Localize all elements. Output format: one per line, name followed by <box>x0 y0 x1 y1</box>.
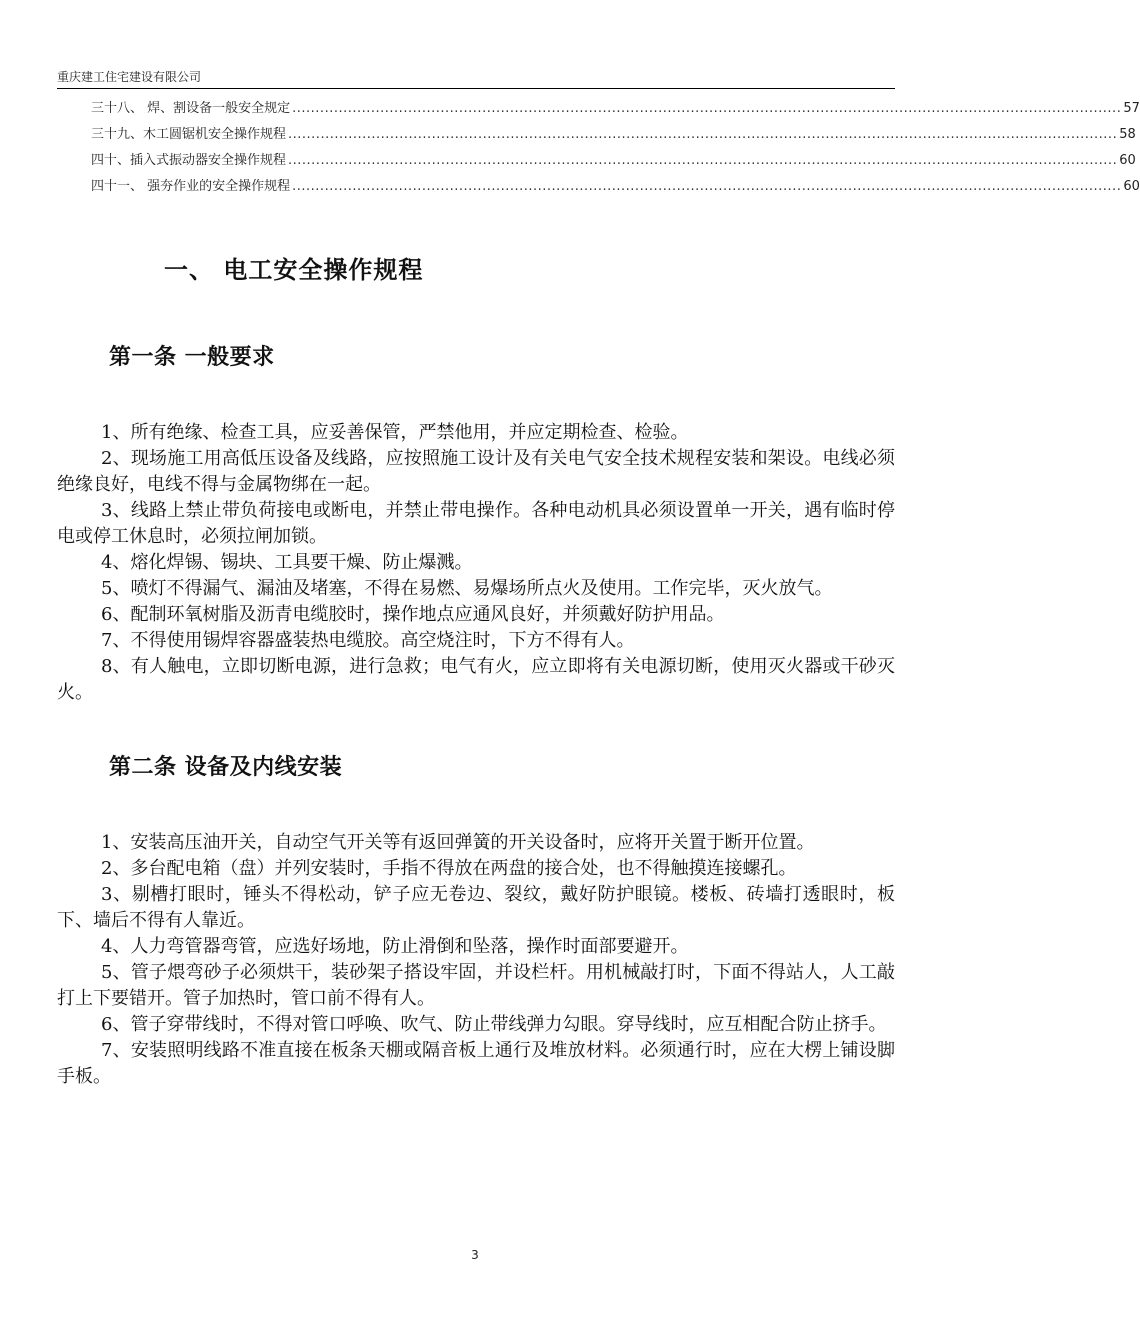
page-header <box>57 68 895 89</box>
section-body <box>57 420 895 706</box>
paragraph: 3、线路上禁止带负荷接电或断电，并禁止带电操作。各种电动机具必须设置单一开关，遇有临时停电或停工休息时，必须拉闸加锁。 <box>57 500 895 547</box>
toc-entry[interactable] <box>91 148 1136 174</box>
toc-entry-page: 57 <box>1123 101 1140 116</box>
paragraph: 3、剔槽打眼时，锤头不得松动，铲子应无卷边、裂纹，戴好防护眼镜。楼板、砖墙打透眼时，板下、墙后不得有人靠近。 <box>57 884 895 931</box>
paragraph: 4、熔化焊锡、锡块、工具要干燥、防止爆溅。 <box>101 552 473 573</box>
paragraph: 7、安装照明线路不准直接在板条天棚或隔音板上通行及堆放材料。必须通行时，应在大楞上铺设脚手板。 <box>57 1040 895 1087</box>
chapter-title: 一、 电工安全操作规程 <box>164 256 424 284</box>
toc-leader-dots: ................................................................................................................................................................................... <box>292 101 1122 116</box>
company-name: 重庆建工住宅建设有限公司 <box>57 70 202 84</box>
page-number: 3 <box>471 1248 479 1262</box>
paragraph: 4、人力弯管器弯管，应选好场地，防止滑倒和坠落，操作时面部要避开。 <box>101 936 689 957</box>
paragraph: 2、现场施工用高低压设备及线路，应按照施工设计及有关电气安全技术规程安装和架设。电线必须绝缘良好，电线不得与金属物绑在一起。 <box>57 448 895 495</box>
toc-leader-dots: ................................................................................................................................................................................... <box>288 127 1118 142</box>
toc-entry[interactable] <box>91 174 1140 200</box>
paragraph: 6、管子穿带线时，不得对管口呼唤、吹气、防止带线弹力勾眼。穿导线时，应互相配合防止挤手。 <box>101 1014 887 1035</box>
section-body <box>57 830 895 1090</box>
paragraph: 2、多台配电箱（盘）并列安装时，手指不得放在两盘的接合处，也不得触摸连接螺孔。 <box>101 858 797 879</box>
section-heading: 第一条 一般要求 <box>109 345 275 370</box>
toc-entry-title: 三十九、木工圆锯机安全操作规程 <box>91 127 287 142</box>
paragraph: 6、配制环氧树脂及沥青电缆胶时，操作地点应通风良好，并须戴好防护用品。 <box>101 604 725 625</box>
section-heading: 第二条 设备及内线安装 <box>109 755 343 780</box>
toc-entry-page: 58 <box>1119 127 1136 142</box>
toc-entry-title: 三十八、 焊、割设备一般安全规定 <box>91 101 291 116</box>
toc-leader-dots: ................................................................................................................................................................................... <box>288 153 1118 168</box>
toc-entry-title: 四十一、 强夯作业的安全操作规程 <box>91 179 291 194</box>
paragraph: 5、管子煨弯砂子必须烘干，装砂架子搭设牢固，并设栏杆。用机械敲打时，下面不得站人，人工敲打上下要错开。管子加热时，管口前不得有人。 <box>57 962 895 1009</box>
toc-entry-page: 60 <box>1119 153 1136 168</box>
toc-entry[interactable] <box>91 96 1140 122</box>
table-of-contents <box>91 96 1140 200</box>
paragraph: 7、不得使用锡焊容器盛装热电缆胶。高空烧注时，下方不得有人。 <box>101 630 635 651</box>
toc-entry-page: 60 <box>1123 179 1140 194</box>
paragraph: 8、有人触电，立即切断电源，进行急救；电气有火，应立即将有关电源切断，使用灭火器或干砂灭火。 <box>57 656 895 703</box>
paragraph: 1、所有绝缘、检查工具，应妥善保管，严禁他用，并应定期检查、检验。 <box>101 422 689 443</box>
toc-entry-title: 四十、插入式振动器安全操作规程 <box>91 153 287 168</box>
toc-entry[interactable] <box>91 122 1136 148</box>
paragraph: 5、喷灯不得漏气、漏油及堵塞，不得在易燃、易爆场所点火及使用。工作完毕，灭火放气。 <box>101 578 833 599</box>
paragraph: 1、安装高压油开关，自动空气开关等有返回弹簧的开关设备时，应将开关置于断开位置。 <box>101 832 815 853</box>
toc-leader-dots: ................................................................................................................................................................................... <box>292 179 1122 194</box>
